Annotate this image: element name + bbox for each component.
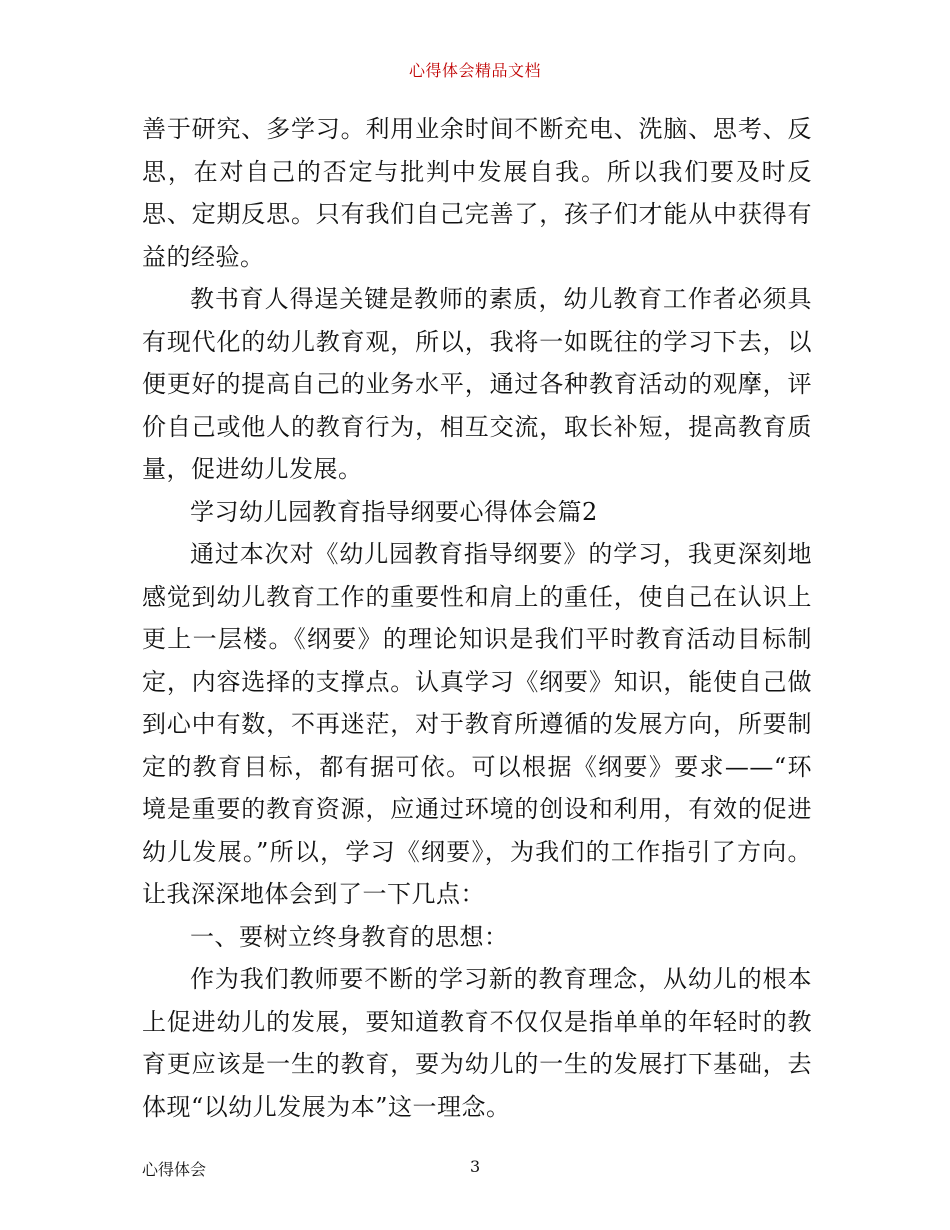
document-header-title: 心得体会精品文档 — [408, 61, 541, 80]
sub-heading: 一、要树立终身教育的思想： — [190, 922, 509, 951]
paragraph-2: 教书育人得逞关键是教师的素质，幼儿教育工作者必须具有现代化的幼儿教育观，所以，我将一如既往的学习下去，以便更好的提高自己的业务水平，通过各种教育活动的观摩，评价自己或他人的教育行为，相互交流，取长补短，提高教育质量，促进幼儿发展。 — [142, 285, 812, 483]
section-heading: 学习幼儿园教育指导纲要心得体会篇2 — [190, 497, 598, 526]
paragraph-4: 作为我们教师要不断的学习新的教育理念，从幼儿的根本上促进幼儿的发展，要知道教育不仅仅是指单单的年轻时的教育更应该是一生的教育，要为幼儿的一生的发展打下基础，去体现“以幼儿发展为本”这一理念。 — [142, 965, 812, 1121]
document-body — [142, 108, 812, 1128]
page-number: 3 — [470, 1157, 481, 1176]
paragraph-3: 通过本次对《幼儿园教育指导纲要》的学习，我更深刻地感觉到幼儿教育工作的重要性和肩上的重任，使自己在认识上更上一层楼。《纲要》的理论知识是我们平时教育活动目标制定，内容选择的支撑点。认真学习《纲要》知识，能使自己做到心中有数，不再迷茫，对于教育所遵循的发展方向，所要制定的教育目标，都有据可依。可以根据《纲要》要求——“环境是重要的教育资源，应通过环境的创设和利用，有效的促进幼儿发展。”所以，学习《纲要》，为我们的工作指引了方向。让我深深地体会到了一下几点： — [142, 540, 812, 908]
paragraph-1: 善于研究、多学习。利用业余时间不断充电、洗脑、思考、反思，在对自己的否定与批判中发展自我。所以我们要及时反思、定期反思。只有我们自己完善了，孩子们才能从中获得有益的经验。 — [142, 115, 812, 271]
footer-label: 心得体会 — [142, 1160, 207, 1179]
